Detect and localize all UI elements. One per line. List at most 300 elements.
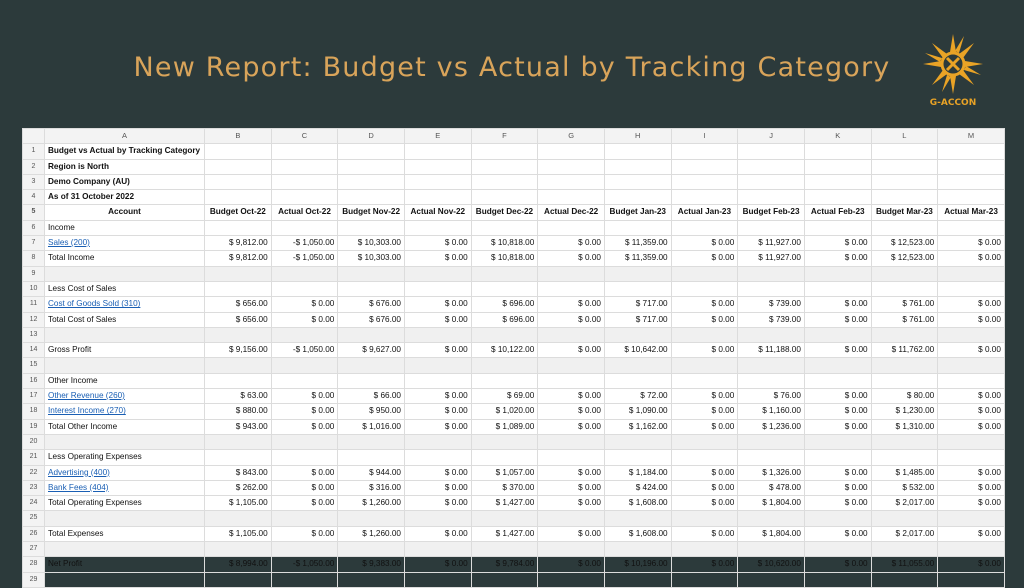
value-cell[interactable]: $ 0.00	[671, 419, 738, 434]
value-cell[interactable]: $ 9,627.00	[338, 343, 405, 358]
value-cell[interactable]	[404, 542, 471, 557]
value-cell[interactable]: $ 0.00	[938, 480, 1005, 495]
value-cell[interactable]	[205, 572, 272, 587]
value-cell[interactable]	[271, 572, 338, 587]
value-cell[interactable]: $ 10,122.00	[471, 343, 538, 358]
value-cell[interactable]	[538, 190, 605, 205]
value-cell[interactable]	[205, 220, 272, 235]
value-cell[interactable]	[338, 450, 405, 465]
value-cell[interactable]	[871, 281, 938, 296]
account-link[interactable]: Sales (200)	[48, 238, 90, 248]
account-link[interactable]: Interest Income (270)	[48, 406, 126, 416]
row-number[interactable]: 3	[23, 174, 45, 189]
value-cell[interactable]: $ 1,804.00	[738, 496, 805, 511]
value-cell[interactable]: $ 0.00	[538, 404, 605, 419]
value-cell[interactable]: $ 9,812.00	[205, 251, 272, 266]
value-cell[interactable]	[604, 174, 671, 189]
value-cell[interactable]	[871, 450, 938, 465]
value-cell[interactable]	[471, 434, 538, 449]
value-cell[interactable]	[804, 144, 871, 159]
row-number[interactable]: 26	[23, 526, 45, 541]
value-cell[interactable]: $ 69.00	[471, 389, 538, 404]
value-cell[interactable]	[538, 542, 605, 557]
value-cell[interactable]: $ 676.00	[338, 297, 405, 312]
value-cell[interactable]: $ 0.00	[404, 343, 471, 358]
account-cell[interactable]: As of 31 October 2022	[45, 190, 205, 205]
column-header-g[interactable]: G	[538, 129, 605, 144]
row-number[interactable]: 13	[23, 327, 45, 342]
value-cell[interactable]: $ 676.00	[338, 312, 405, 327]
account-cell[interactable]: Total Income	[45, 251, 205, 266]
value-cell[interactable]: $ 0.00	[804, 419, 871, 434]
value-cell[interactable]	[738, 220, 805, 235]
value-cell[interactable]	[271, 373, 338, 388]
value-cell[interactable]: $ 0.00	[804, 557, 871, 572]
value-cell[interactable]	[471, 190, 538, 205]
period-header-cell[interactable]: Budget Jan-23	[604, 205, 671, 220]
period-header-cell[interactable]: Budget Mar-23	[871, 205, 938, 220]
value-cell[interactable]: $ 0.00	[538, 557, 605, 572]
row-number[interactable]: 4	[23, 190, 45, 205]
value-cell[interactable]	[205, 174, 272, 189]
row-number[interactable]: 20	[23, 434, 45, 449]
value-cell[interactable]	[738, 266, 805, 281]
value-cell[interactable]	[871, 572, 938, 587]
value-cell[interactable]: $ 12,523.00	[871, 251, 938, 266]
value-cell[interactable]: $ 9,812.00	[205, 236, 272, 251]
value-cell[interactable]	[471, 144, 538, 159]
value-cell[interactable]	[804, 174, 871, 189]
value-cell[interactable]: $ 843.00	[205, 465, 272, 480]
value-cell[interactable]	[471, 572, 538, 587]
value-cell[interactable]: $ 1,260.00	[338, 496, 405, 511]
value-cell[interactable]: $ 0.00	[271, 312, 338, 327]
value-cell[interactable]: $ 1,804.00	[738, 526, 805, 541]
account-link[interactable]: Other Revenue (260)	[48, 391, 125, 401]
value-cell[interactable]	[804, 159, 871, 174]
value-cell[interactable]: $ 0.00	[804, 496, 871, 511]
account-cell[interactable]: Less Operating Expenses	[45, 450, 205, 465]
value-cell[interactable]	[738, 358, 805, 373]
value-cell[interactable]: $ 9,784.00	[471, 557, 538, 572]
value-cell[interactable]: $ 424.00	[604, 480, 671, 495]
value-cell[interactable]	[271, 159, 338, 174]
account-cell[interactable]: Total Cost of Sales	[45, 312, 205, 327]
value-cell[interactable]: $ 0.00	[938, 343, 1005, 358]
value-cell[interactable]: $ 1,057.00	[471, 465, 538, 480]
account-cell[interactable]: Gross Profit	[45, 343, 205, 358]
value-cell[interactable]	[538, 327, 605, 342]
value-cell[interactable]: $ 10,642.00	[604, 343, 671, 358]
value-cell[interactable]: $ 0.00	[671, 312, 738, 327]
value-cell[interactable]: $ 0.00	[671, 343, 738, 358]
value-cell[interactable]: $ 10,818.00	[471, 251, 538, 266]
row-number[interactable]: 17	[23, 389, 45, 404]
value-cell[interactable]: $ 1,016.00	[338, 419, 405, 434]
period-header-cell[interactable]: Budget Dec-22	[471, 205, 538, 220]
value-cell[interactable]	[404, 144, 471, 159]
value-cell[interactable]	[671, 281, 738, 296]
value-cell[interactable]	[538, 174, 605, 189]
value-cell[interactable]	[471, 450, 538, 465]
value-cell[interactable]	[538, 266, 605, 281]
value-cell[interactable]	[671, 572, 738, 587]
row-number[interactable]: 5	[23, 205, 45, 220]
value-cell[interactable]: $ 10,818.00	[471, 236, 538, 251]
value-cell[interactable]: $ 761.00	[871, 297, 938, 312]
value-cell[interactable]	[671, 159, 738, 174]
row-number[interactable]: 22	[23, 465, 45, 480]
value-cell[interactable]	[604, 542, 671, 557]
value-cell[interactable]: $ 11,055.00	[871, 557, 938, 572]
value-cell[interactable]: $ 72.00	[604, 389, 671, 404]
value-cell[interactable]	[604, 358, 671, 373]
value-cell[interactable]	[271, 358, 338, 373]
value-cell[interactable]	[271, 144, 338, 159]
value-cell[interactable]: $ 717.00	[604, 297, 671, 312]
row-number[interactable]: 29	[23, 572, 45, 587]
value-cell[interactable]: $ 11,359.00	[604, 251, 671, 266]
account-cell[interactable]: Income	[45, 220, 205, 235]
value-cell[interactable]	[404, 450, 471, 465]
value-cell[interactable]	[471, 174, 538, 189]
value-cell[interactable]	[738, 144, 805, 159]
value-cell[interactable]	[338, 159, 405, 174]
value-cell[interactable]: $ 0.00	[538, 236, 605, 251]
column-header-a[interactable]: A	[45, 129, 205, 144]
value-cell[interactable]: $ 262.00	[205, 480, 272, 495]
value-cell[interactable]	[271, 281, 338, 296]
value-cell[interactable]: $ 0.00	[938, 419, 1005, 434]
value-cell[interactable]	[205, 190, 272, 205]
row-number[interactable]: 1	[23, 144, 45, 159]
value-cell[interactable]: $ 0.00	[804, 465, 871, 480]
value-cell[interactable]	[538, 220, 605, 235]
value-cell[interactable]: $ 0.00	[538, 419, 605, 434]
value-cell[interactable]	[938, 572, 1005, 587]
value-cell[interactable]: $ 0.00	[271, 419, 338, 434]
value-cell[interactable]: $ 1,310.00	[871, 419, 938, 434]
value-cell[interactable]: $ 0.00	[671, 389, 738, 404]
column-header-h[interactable]: H	[604, 129, 671, 144]
row-number[interactable]: 24	[23, 496, 45, 511]
value-cell[interactable]: $ 0.00	[938, 404, 1005, 419]
value-cell[interactable]: $ 0.00	[538, 251, 605, 266]
value-cell[interactable]: -$ 1,050.00	[271, 251, 338, 266]
value-cell[interactable]: -$ 1,050.00	[271, 236, 338, 251]
value-cell[interactable]	[871, 511, 938, 526]
value-cell[interactable]	[604, 281, 671, 296]
account-cell[interactable]: Total Operating Expenses	[45, 496, 205, 511]
value-cell[interactable]: $ 0.00	[271, 297, 338, 312]
value-cell[interactable]: $ 880.00	[205, 404, 272, 419]
value-cell[interactable]: $ 0.00	[271, 389, 338, 404]
account-cell[interactable]	[45, 266, 205, 281]
value-cell[interactable]	[338, 190, 405, 205]
value-cell[interactable]	[738, 450, 805, 465]
value-cell[interactable]	[671, 174, 738, 189]
value-cell[interactable]: $ 1,608.00	[604, 496, 671, 511]
value-cell[interactable]	[538, 373, 605, 388]
column-header-d[interactable]: D	[338, 129, 405, 144]
value-cell[interactable]	[471, 281, 538, 296]
value-cell[interactable]: $ 10,303.00	[338, 251, 405, 266]
row-number[interactable]: 27	[23, 542, 45, 557]
value-cell[interactable]: $ 2,017.00	[871, 526, 938, 541]
value-cell[interactable]	[471, 220, 538, 235]
value-cell[interactable]	[738, 327, 805, 342]
value-cell[interactable]	[338, 174, 405, 189]
value-cell[interactable]	[671, 358, 738, 373]
value-cell[interactable]	[471, 542, 538, 557]
value-cell[interactable]: $ 478.00	[738, 480, 805, 495]
value-cell[interactable]	[338, 327, 405, 342]
value-cell[interactable]	[871, 434, 938, 449]
value-cell[interactable]: $ 0.00	[404, 251, 471, 266]
value-cell[interactable]	[804, 542, 871, 557]
value-cell[interactable]	[538, 434, 605, 449]
value-cell[interactable]	[871, 144, 938, 159]
value-cell[interactable]	[671, 542, 738, 557]
row-number[interactable]: 23	[23, 480, 45, 495]
value-cell[interactable]: $ 1,160.00	[738, 404, 805, 419]
value-cell[interactable]	[938, 511, 1005, 526]
value-cell[interactable]	[671, 327, 738, 342]
value-cell[interactable]: $ 0.00	[538, 312, 605, 327]
row-number[interactable]: 19	[23, 419, 45, 434]
value-cell[interactable]: $ 1,184.00	[604, 465, 671, 480]
value-cell[interactable]	[871, 220, 938, 235]
value-cell[interactable]	[871, 174, 938, 189]
value-cell[interactable]: $ 0.00	[671, 404, 738, 419]
row-number[interactable]: 21	[23, 450, 45, 465]
account-link-cell[interactable]	[45, 389, 205, 404]
value-cell[interactable]	[938, 373, 1005, 388]
value-cell[interactable]	[871, 542, 938, 557]
account-cell[interactable]: Total Expenses	[45, 526, 205, 541]
value-cell[interactable]	[271, 220, 338, 235]
value-cell[interactable]	[738, 373, 805, 388]
value-cell[interactable]	[804, 511, 871, 526]
account-cell[interactable]: Less Cost of Sales	[45, 281, 205, 296]
value-cell[interactable]	[671, 144, 738, 159]
value-cell[interactable]	[871, 159, 938, 174]
value-cell[interactable]: -$ 1,050.00	[271, 557, 338, 572]
value-cell[interactable]: $ 0.00	[404, 496, 471, 511]
value-cell[interactable]	[471, 358, 538, 373]
value-cell[interactable]: $ 0.00	[538, 389, 605, 404]
period-header-cell[interactable]: Actual Jan-23	[671, 205, 738, 220]
value-cell[interactable]	[671, 220, 738, 235]
value-cell[interactable]	[604, 450, 671, 465]
value-cell[interactable]: $ 950.00	[338, 404, 405, 419]
value-cell[interactable]	[738, 281, 805, 296]
value-cell[interactable]	[271, 434, 338, 449]
value-cell[interactable]: $ 696.00	[471, 297, 538, 312]
value-cell[interactable]: $ 0.00	[938, 557, 1005, 572]
value-cell[interactable]	[604, 266, 671, 281]
period-header-cell[interactable]: Actual Oct-22	[271, 205, 338, 220]
value-cell[interactable]	[538, 572, 605, 587]
value-cell[interactable]	[338, 434, 405, 449]
value-cell[interactable]: $ 0.00	[671, 297, 738, 312]
value-cell[interactable]: $ 0.00	[404, 419, 471, 434]
value-cell[interactable]	[271, 511, 338, 526]
value-cell[interactable]: $ 0.00	[538, 297, 605, 312]
value-cell[interactable]	[938, 220, 1005, 235]
value-cell[interactable]	[938, 327, 1005, 342]
row-number[interactable]: 8	[23, 251, 45, 266]
account-link-cell[interactable]	[45, 236, 205, 251]
column-header-j[interactable]: J	[738, 129, 805, 144]
value-cell[interactable]: $ 80.00	[871, 389, 938, 404]
value-cell[interactable]	[404, 174, 471, 189]
row-number[interactable]: 6	[23, 220, 45, 235]
value-cell[interactable]	[205, 511, 272, 526]
value-cell[interactable]	[205, 434, 272, 449]
value-cell[interactable]: $ 0.00	[938, 526, 1005, 541]
value-cell[interactable]: $ 0.00	[938, 389, 1005, 404]
account-cell[interactable]: Other Income	[45, 373, 205, 388]
value-cell[interactable]	[938, 358, 1005, 373]
value-cell[interactable]	[804, 281, 871, 296]
value-cell[interactable]	[471, 373, 538, 388]
value-cell[interactable]	[338, 266, 405, 281]
row-number[interactable]: 15	[23, 358, 45, 373]
column-header-k[interactable]: K	[804, 129, 871, 144]
row-number[interactable]: 2	[23, 159, 45, 174]
row-number[interactable]: 10	[23, 281, 45, 296]
value-cell[interactable]	[471, 327, 538, 342]
account-cell[interactable]	[45, 511, 205, 526]
value-cell[interactable]	[938, 434, 1005, 449]
row-number[interactable]: 25	[23, 511, 45, 526]
value-cell[interactable]	[804, 190, 871, 205]
value-cell[interactable]	[804, 358, 871, 373]
value-cell[interactable]	[271, 174, 338, 189]
value-cell[interactable]	[471, 266, 538, 281]
value-cell[interactable]: $ 1,485.00	[871, 465, 938, 480]
value-cell[interactable]: $ 0.00	[404, 297, 471, 312]
value-cell[interactable]: $ 0.00	[938, 312, 1005, 327]
value-cell[interactable]	[538, 281, 605, 296]
value-cell[interactable]: $ 0.00	[404, 389, 471, 404]
value-cell[interactable]	[938, 144, 1005, 159]
value-cell[interactable]: $ 0.00	[404, 480, 471, 495]
value-cell[interactable]: $ 11,188.00	[738, 343, 805, 358]
value-cell[interactable]	[604, 572, 671, 587]
value-cell[interactable]	[738, 190, 805, 205]
value-cell[interactable]	[205, 450, 272, 465]
value-cell[interactable]	[804, 572, 871, 587]
value-cell[interactable]: $ 717.00	[604, 312, 671, 327]
value-cell[interactable]	[471, 511, 538, 526]
value-cell[interactable]	[938, 266, 1005, 281]
value-cell[interactable]	[271, 190, 338, 205]
period-header-cell[interactable]: Actual Mar-23	[938, 205, 1005, 220]
value-cell[interactable]	[671, 190, 738, 205]
value-cell[interactable]	[871, 266, 938, 281]
value-cell[interactable]	[404, 358, 471, 373]
value-cell[interactable]	[938, 190, 1005, 205]
value-cell[interactable]: $ 11,762.00	[871, 343, 938, 358]
value-cell[interactable]	[738, 511, 805, 526]
row-number[interactable]: 11	[23, 297, 45, 312]
value-cell[interactable]: $ 2,017.00	[871, 496, 938, 511]
account-link-cell[interactable]	[45, 404, 205, 419]
value-cell[interactable]: $ 1,089.00	[471, 419, 538, 434]
account-cell[interactable]	[45, 434, 205, 449]
value-cell[interactable]: $ 0.00	[404, 526, 471, 541]
value-cell[interactable]: $ 0.00	[404, 236, 471, 251]
select-all-corner[interactable]	[23, 129, 45, 144]
row-number[interactable]: 9	[23, 266, 45, 281]
value-cell[interactable]: $ 656.00	[205, 312, 272, 327]
value-cell[interactable]	[738, 174, 805, 189]
value-cell[interactable]	[604, 159, 671, 174]
value-cell[interactable]: $ 0.00	[671, 496, 738, 511]
value-cell[interactable]	[205, 327, 272, 342]
value-cell[interactable]: $ 8,994.00	[205, 557, 272, 572]
value-cell[interactable]: $ 0.00	[804, 251, 871, 266]
value-cell[interactable]	[938, 174, 1005, 189]
value-cell[interactable]	[338, 281, 405, 296]
value-cell[interactable]: $ 0.00	[538, 496, 605, 511]
value-cell[interactable]	[738, 572, 805, 587]
value-cell[interactable]	[604, 327, 671, 342]
value-cell[interactable]	[338, 220, 405, 235]
value-cell[interactable]	[205, 542, 272, 557]
value-cell[interactable]	[404, 266, 471, 281]
value-cell[interactable]	[338, 511, 405, 526]
value-cell[interactable]: $ 0.00	[671, 251, 738, 266]
value-cell[interactable]	[404, 190, 471, 205]
value-cell[interactable]: $ 0.00	[671, 480, 738, 495]
value-cell[interactable]: $ 944.00	[338, 465, 405, 480]
value-cell[interactable]: $ 11,927.00	[738, 236, 805, 251]
column-header-e[interactable]: E	[404, 129, 471, 144]
value-cell[interactable]	[538, 358, 605, 373]
spreadsheet[interactable]	[22, 128, 1004, 583]
value-cell[interactable]: $ 0.00	[538, 526, 605, 541]
value-cell[interactable]: $ 0.00	[804, 343, 871, 358]
period-header-cell[interactable]: Budget Nov-22	[338, 205, 405, 220]
value-cell[interactable]: $ 0.00	[938, 236, 1005, 251]
value-cell[interactable]: $ 11,927.00	[738, 251, 805, 266]
value-cell[interactable]	[404, 159, 471, 174]
value-cell[interactable]	[804, 327, 871, 342]
value-cell[interactable]: $ 0.00	[271, 480, 338, 495]
value-cell[interactable]: $ 66.00	[338, 389, 405, 404]
row-number[interactable]: 16	[23, 373, 45, 388]
value-cell[interactable]: $ 0.00	[271, 404, 338, 419]
value-cell[interactable]: $ 63.00	[205, 389, 272, 404]
value-cell[interactable]: -$ 1,050.00	[271, 343, 338, 358]
value-cell[interactable]: $ 739.00	[738, 312, 805, 327]
value-cell[interactable]	[271, 450, 338, 465]
value-cell[interactable]	[804, 450, 871, 465]
value-cell[interactable]	[738, 542, 805, 557]
value-cell[interactable]	[404, 572, 471, 587]
value-cell[interactable]: $ 1,105.00	[205, 526, 272, 541]
value-cell[interactable]	[205, 358, 272, 373]
value-cell[interactable]	[205, 159, 272, 174]
value-cell[interactable]	[671, 434, 738, 449]
value-cell[interactable]	[804, 220, 871, 235]
value-cell[interactable]	[205, 281, 272, 296]
value-cell[interactable]	[738, 159, 805, 174]
value-cell[interactable]	[938, 450, 1005, 465]
